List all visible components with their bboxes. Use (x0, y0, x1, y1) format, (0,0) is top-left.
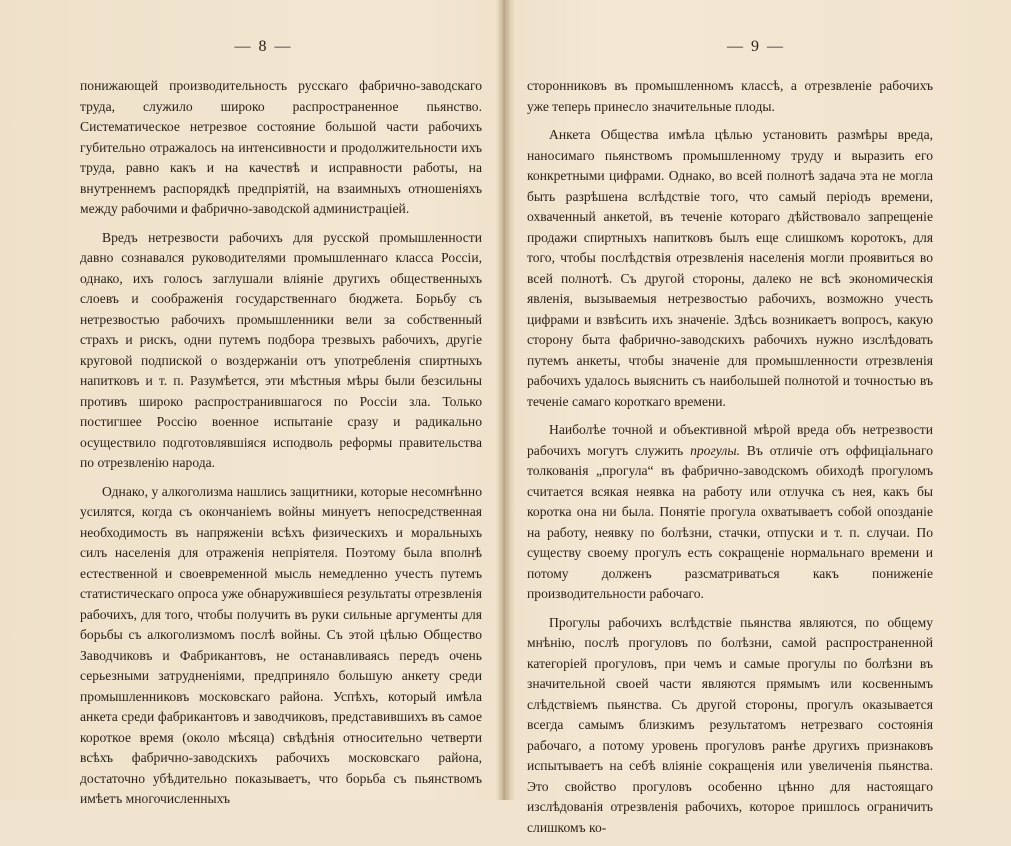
page-number: — 9 — (727, 38, 785, 55)
paragraph-text: Въ отличіе отъ оффиціальнаго толкованія „прогула“ въ фабрично-заводскомъ обиходѣ прогуломъ считается всякая неявка на работу или отлучка съ нея, какъ бы коротка она ни была. Понятіе прогула охватываетъ собой опозданіе на работу, неявку по болѣзни, стачки, отпуски и т. п. случаи. По существу своему прогулъ есть сокращеніе нормальнаго времени и потому долженъ разсматриваться какъ пониженіе производительности рабочаго. (527, 442, 933, 601)
paragraph (527, 420, 933, 605)
page-text (80, 76, 482, 818)
paragraph: Анкета Общества имѣла цѣлью установить размѣры вреда, наносимаго пьянствомъ промышленному труду и выразить его конкретными цифрами. Однако, во всей полнотѣ задача эта не могла быть разрѣшена вслѣдствіе того, что самый періодъ времени, охваченный анкетой, въ теченіе котораго дѣйствовало запрещеніе продажи спиртныхъ напитковъ былъ еще слишкомъ коротокъ, для того, чтобы послѣдствія отрезвленія населенія могли проявиться во всей полнотѣ. Съ другой стороны, далеко не всѣ экономическія явленія, вызываемыя нетрезвостью рабочихъ, возможно учесть цифрами и взвѣсить ихъ значеніе. Здѣсь возникаетъ вопросъ, какую сторону быта фабрично-заводскихъ рабочихъ нужно изслѣдовать путемъ анкеты, чтобы значеніе для промышленности отрезвленія рабочихъ удалось выяснить съ наибольшей полнотой и точностью въ теченіе самаго короткаго времени. (527, 127, 933, 409)
paragraph: Вредъ нетрезвости рабочихъ для русской промышленности давно сознавался руководителями промышленнаго класса Россіи, однако, ихъ голосъ заглушали вліяніе другихъ общественныхъ слоевъ и соображенія государственнаго бюджета. Борьбу съ нетрезвостью рабочихъ промышленники вели за собственный страхъ и рискъ, одни путемъ подбора трезвыхъ рабочихъ, другіе круговой подпиской о воздержаніи отъ употребленія спиртныхъ напитковъ и т. п. Разумѣется, эти мѣстныя мѣры были безсильны противъ широко распространившагося по Россіи зла. Только постигшее Россію военное испытаніе сразу и радикально осуществило подготовлявшіяся исподволь реформы правительства по отрезвленію народа. (80, 229, 482, 470)
emphasized-term: прогулы. (690, 442, 740, 458)
page-number: — 8 — (234, 38, 293, 55)
book-gutter (497, 0, 511, 800)
paragraph: Однако, у алкоголизма нашлись защитники, которые несомнѣнно усилятся, когда съ окончаніемъ войны минуетъ непосредственная необходимость въ напряженіи всѣхъ физическихъ и моральныхъ силъ населенія для отраженія непріятеля. Поэтому была вполнѣ естественной и своевременной мысль немедленно учесть путемъ статистическаго опроса уже обнаружившіеся результаты отрезвленія рабочихъ, для того, чтобы получить въ руки сильные аргументы для борьбы съ алкоголизмомъ послѣ войны. Съ этой цѣлью Общество Заводчиковъ и Фабрикантовъ, не останавливаясь передъ очень серьезными затрудненіями, предприняло большую анкету среди промышленниковъ московскаго района. Успѣхъ, который имѣла анкета среди фабрикантовъ и заводчиковъ, представившихъ въ самое короткое время (около мѣсяца) свѣдѣнія относительно четверти всѣхъ фабрично-заводскихъ рабочихъ московскаго района, достаточно убѣдительно показываетъ, что борьба съ пьянствомъ имѣетъ многочисленныхъ (80, 483, 482, 806)
right-page (511, 0, 1011, 835)
page-text (527, 76, 933, 846)
paragraph: Прогулы рабочихъ вслѣдствіе пьянства являются, по общему мнѣнію, послѣ прогуловъ по болѣзни, самой распространенной категоріей прогуловъ, при чемъ и самые прогулы по болѣзни въ значительной своей части являются прямымъ или косвеннымъ слѣдствіемъ пьянства. Съ другой стороны, прогулъ оказывается всегда самымъ близкимъ результатомъ нетрезваго состоянія рабочаго, а потому уровень прогуловъ ранѣе другихъ признаковъ испытываетъ на себѣ вліяніе сокращенія или увеличенія пьянства. Это свойство прогуловъ особенно цѣнно для настоящаго изслѣдованія отрезвленія рабочихъ, которое пришлось ограничить слишкомъ ко- (527, 614, 933, 835)
paragraph: понижающей производительность русскаго фабрично-заводскаго труда, служило широко распространенное пьянство. Систематическое нетрезвое состояние большой части рабочихъ губительно отражалось на интенсивности и продолжительности ихъ труда, равно какъ и на качествѣ и исправности работы, на внутреннемъ распорядкѣ предпріятій, на взаимныхъ отношеніяхъ между рабочими и фабрично-заводской администраціей. (80, 78, 482, 216)
paragraph-text: Наиболѣе точной и объективной мѣрой вреда объ нетрезвости рабочихъ могутъ служить (527, 422, 933, 458)
left-page (0, 0, 497, 806)
paragraph: сторонниковъ въ промышленномъ классѣ, а отрезвленіе рабочихъ уже теперь принесло значительные плоды. (527, 78, 933, 114)
